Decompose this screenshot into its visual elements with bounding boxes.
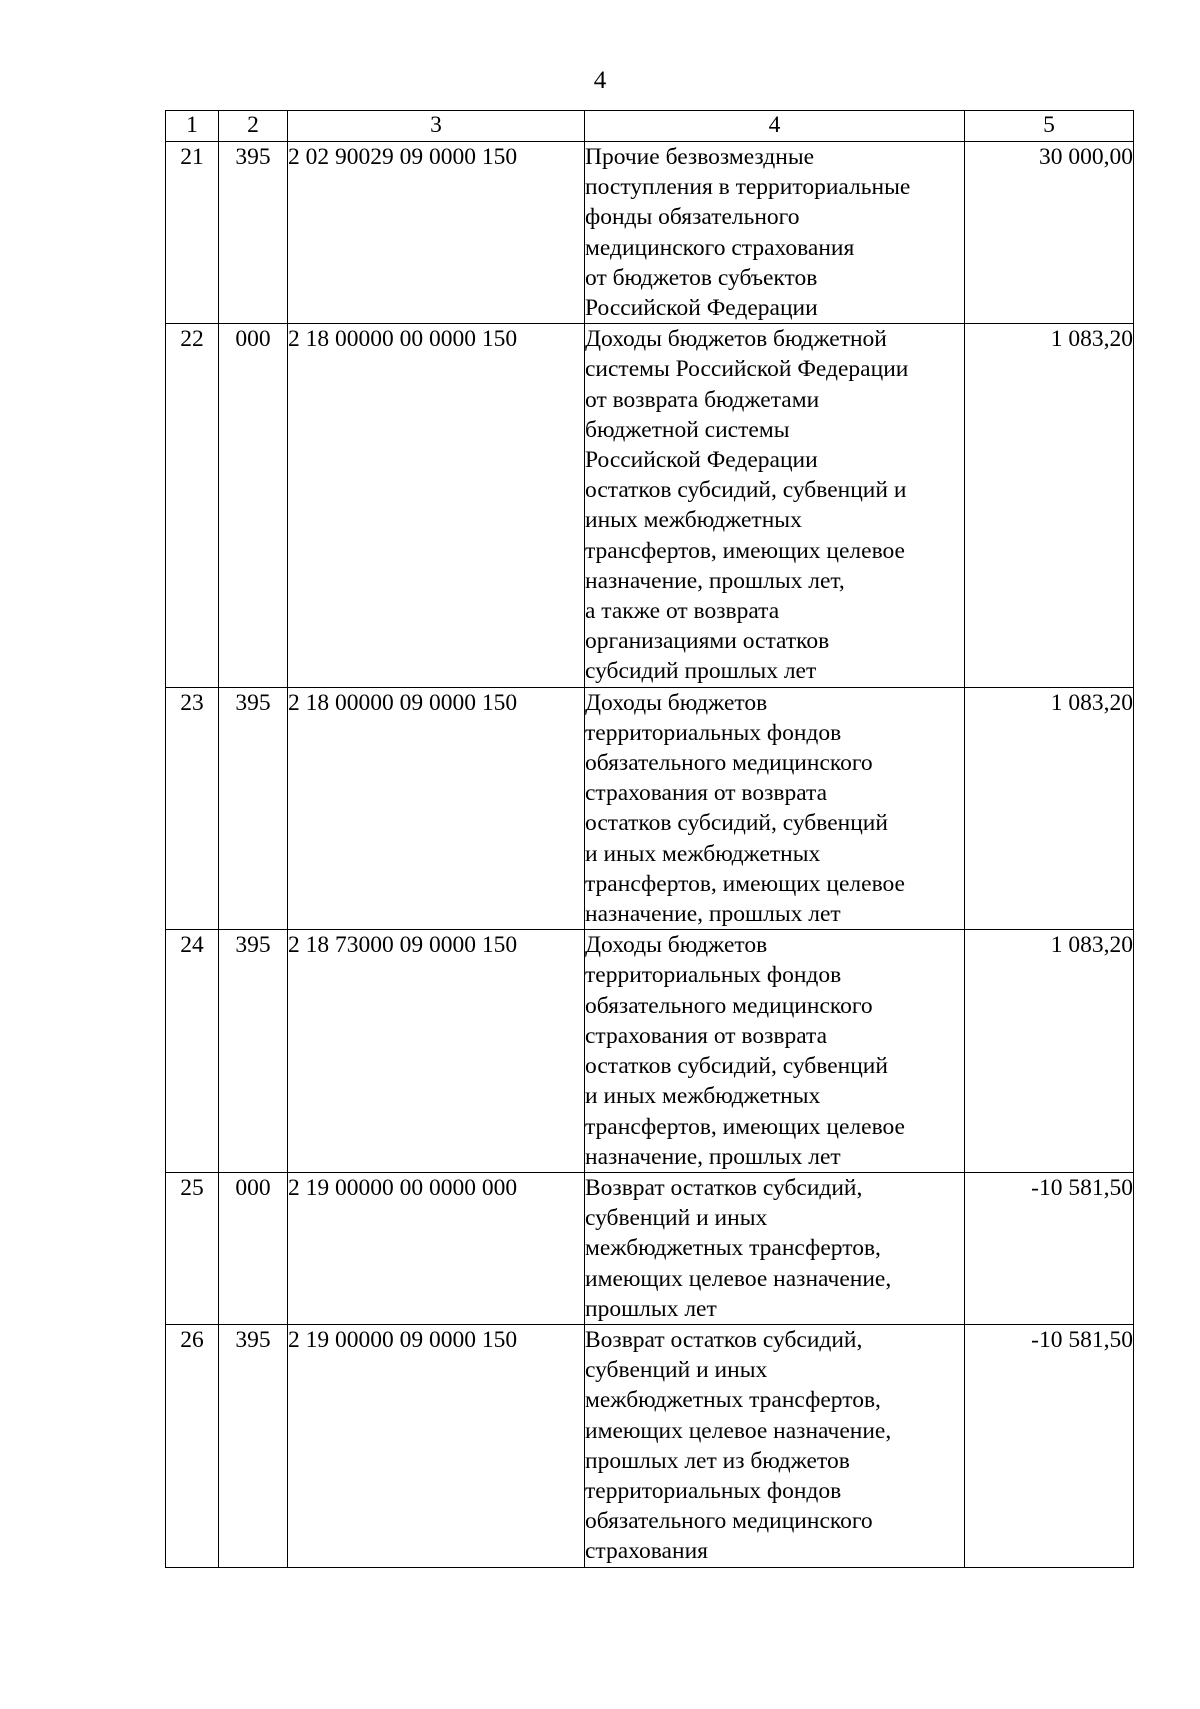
revenue-name-line: страхования от возврата bbox=[585, 1022, 828, 1049]
revenue-name-line: и иных межбюджетных bbox=[585, 1083, 821, 1110]
amount-cell: -10 581,50 bbox=[965, 1172, 1134, 1324]
table-row bbox=[166, 1324, 1134, 1567]
amount-cell: 30 000,00 bbox=[965, 142, 1134, 324]
revenue-name-line: обязательного медицинского bbox=[585, 1508, 873, 1535]
revenue-name-cell bbox=[585, 930, 965, 1173]
row-number-cell: 24 bbox=[166, 930, 219, 1173]
revenue-name-cell bbox=[585, 324, 965, 687]
table-row bbox=[166, 1172, 1134, 1324]
revenue-name-line: от бюджетов субъектов bbox=[585, 264, 818, 291]
revenue-name-line: Доходы бюджетов бюджетной bbox=[585, 326, 887, 353]
column-header-2: 2 bbox=[219, 111, 288, 142]
revenue-name-line: трансфертов, имеющих целевое bbox=[585, 537, 905, 564]
row-number-cell: 22 bbox=[166, 324, 219, 687]
revenue-name-line: межбюджетных трансфертов, bbox=[585, 1235, 881, 1262]
budget-code-cell: 2 18 00000 09 0000 150 bbox=[288, 687, 585, 930]
revenue-name-cell bbox=[585, 1172, 965, 1324]
table-body bbox=[166, 142, 1134, 1568]
column-header-1: 1 bbox=[166, 111, 219, 142]
amount-cell: 1 083,20 bbox=[965, 324, 1134, 687]
revenue-name-line: назначение, прошлых лет, bbox=[585, 567, 845, 594]
budget-code-cell: 2 18 73000 09 0000 150 bbox=[288, 930, 585, 1173]
revenue-name-line: организациями остатков bbox=[585, 628, 830, 655]
table-row bbox=[166, 324, 1134, 687]
row-number-cell: 23 bbox=[166, 687, 219, 930]
revenue-name-cell bbox=[585, 687, 965, 930]
revenue-name-line: страхования от возврата bbox=[585, 780, 828, 807]
admin-code-cell: 395 bbox=[219, 687, 288, 930]
revenue-name-line: Прочие безвозмездные bbox=[585, 144, 815, 170]
revenue-name-line: имеющих целевое назначение, bbox=[585, 1265, 892, 1292]
revenue-name-line: трансфертов, имеющих целевое bbox=[585, 1113, 905, 1140]
revenue-name-line: поступления в территориальные bbox=[585, 174, 911, 201]
revenue-name-line: субвенций и иных bbox=[585, 1205, 768, 1232]
revenue-name-line: иных межбюджетных bbox=[585, 507, 802, 534]
table-row bbox=[166, 687, 1134, 930]
column-header-3: 3 bbox=[288, 111, 585, 142]
header-row bbox=[166, 111, 1134, 142]
revenue-name-cell bbox=[585, 1324, 965, 1567]
revenue-name-line: межбюджетных трансфертов, bbox=[585, 1387, 881, 1414]
revenue-name-line: прошлых лет bbox=[585, 1295, 717, 1322]
table-row bbox=[166, 142, 1134, 324]
admin-code-cell: 000 bbox=[219, 324, 288, 687]
admin-code-cell: 395 bbox=[219, 930, 288, 1173]
revenue-name-line: обязательного медицинского bbox=[585, 992, 873, 1019]
revenue-name-cell bbox=[585, 142, 965, 324]
amount-cell: -10 581,50 bbox=[965, 1324, 1134, 1567]
revenue-name-line: бюджетной системы bbox=[585, 416, 790, 443]
revenue-name-line: страхования bbox=[585, 1538, 708, 1565]
admin-code-cell: 395 bbox=[219, 1324, 288, 1567]
table-row bbox=[166, 930, 1134, 1173]
revenue-name-line: остатков субсидий, субвенций и bbox=[585, 477, 907, 504]
revenue-name-line: Возврат остатков субсидий, bbox=[585, 1174, 863, 1201]
row-number-cell: 21 bbox=[166, 142, 219, 324]
amount-cell: 1 083,20 bbox=[965, 687, 1134, 930]
column-header-5: 5 bbox=[965, 111, 1134, 142]
revenue-name-line: Возврат остатков субсидий, bbox=[585, 1326, 863, 1353]
revenue-name-line: прошлых лет из бюджетов bbox=[585, 1447, 850, 1474]
revenue-name-line: субсидий прошлых лет bbox=[585, 658, 817, 685]
revenue-name-line: назначение, прошлых лет bbox=[585, 1143, 841, 1170]
budget-code-cell: 2 18 00000 00 0000 150 bbox=[288, 324, 585, 687]
revenue-name-line: субвенций и иных bbox=[585, 1357, 768, 1384]
page-number: 4 bbox=[593, 67, 607, 94]
amount-cell: 1 083,20 bbox=[965, 930, 1134, 1173]
revenue-name-line: территориальных фондов bbox=[585, 719, 842, 746]
revenue-name-line: от возврата бюджетами bbox=[585, 386, 820, 413]
admin-code-cell: 000 bbox=[219, 1172, 288, 1324]
revenue-name-line: медицинского страхования bbox=[585, 234, 855, 261]
revenue-name-line: территориальных фондов bbox=[585, 962, 842, 989]
revenue-name-line: Российской Федерации bbox=[585, 295, 818, 322]
revenue-name-line: Доходы бюджетов bbox=[585, 932, 768, 959]
budget-code-cell: 2 02 90029 09 0000 150 bbox=[288, 142, 585, 324]
table-header bbox=[166, 111, 1134, 142]
revenue-name-line: назначение, прошлых лет bbox=[585, 901, 841, 928]
revenue-name-line: обязательного медицинского bbox=[585, 750, 873, 777]
revenue-name-line: а также от возврата bbox=[585, 598, 780, 625]
row-number-cell: 26 bbox=[166, 1324, 219, 1567]
revenue-name-line: и иных межбюджетных bbox=[585, 840, 821, 867]
revenue-name-line: трансфертов, имеющих целевое bbox=[585, 870, 905, 897]
revenue-name-line: Российской Федерации bbox=[585, 447, 818, 474]
revenue-name-line: системы Российской Федерации bbox=[585, 356, 909, 383]
revenue-name-line: Доходы бюджетов bbox=[585, 689, 768, 716]
revenue-name-line: имеющих целевое назначение, bbox=[585, 1417, 892, 1444]
row-number-cell: 25 bbox=[166, 1172, 219, 1324]
revenue-name-line: территориальных фондов bbox=[585, 1477, 842, 1504]
column-header-4: 4 bbox=[585, 111, 965, 142]
revenue-name-line: остатков субсидий, субвенций bbox=[585, 810, 888, 837]
revenue-name-line: фонды обязательного bbox=[585, 204, 800, 231]
revenue-name-line: остатков субсидий, субвенций bbox=[585, 1053, 888, 1080]
budget-code-cell: 2 19 00000 09 0000 150 bbox=[288, 1324, 585, 1567]
revenue-table bbox=[165, 110, 1134, 1568]
admin-code-cell: 395 bbox=[219, 142, 288, 324]
budget-code-cell: 2 19 00000 00 0000 000 bbox=[288, 1172, 585, 1324]
